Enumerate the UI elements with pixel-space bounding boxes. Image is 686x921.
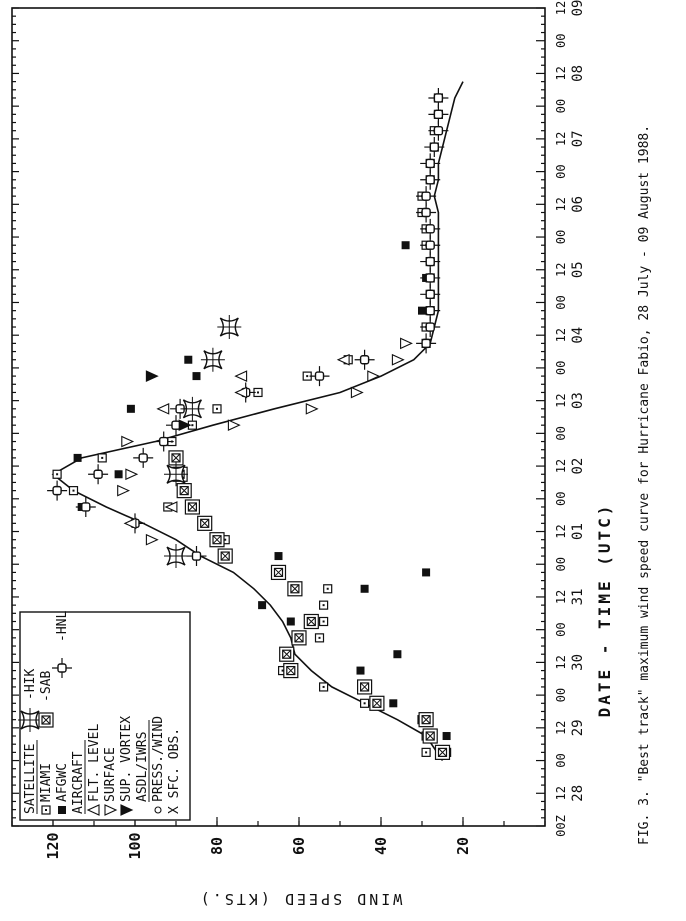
marker-hnl [426, 323, 434, 331]
legend-satellite-title: SATELLITE [23, 743, 38, 814]
y-axis-label: WIND SPEED (KTS.) [197, 890, 403, 908]
x-tick-label: 00 [554, 98, 568, 114]
x-tick-label: 00 [554, 164, 568, 179]
marker-afgwc [58, 806, 66, 814]
marker-flt-level [338, 355, 349, 365]
date-label: 02 [570, 457, 586, 475]
marker-hnl [434, 94, 442, 102]
x-tick-label: 12 [554, 786, 568, 801]
x-tick-label: 00 [554, 360, 568, 376]
marker-surface [146, 535, 157, 545]
marker-hnl [82, 503, 90, 511]
marker-miami-dot [319, 637, 321, 639]
x-tick-label: 12 [554, 589, 568, 605]
x-tick-label: 12 [554, 327, 568, 343]
legend-hik: -HIK [23, 668, 38, 700]
legend-flt-level: FLT. LEVEL [87, 723, 102, 802]
date-label: 04 [570, 326, 586, 344]
date-label: 05 [570, 261, 586, 279]
marker-afgwc [275, 552, 283, 560]
marker-hnl [426, 225, 434, 233]
marker-afgwc [74, 454, 82, 462]
marker-hnl [434, 127, 442, 135]
x-tick-label: 00 [554, 557, 568, 572]
chart-rotated-group [12, 0, 586, 860]
marker-afgwc [357, 667, 365, 675]
x-tick-label: 00 [554, 491, 568, 507]
legend-sfc-obs: X SFC. OBS. [167, 727, 182, 814]
legend-miami: MIAMI [39, 762, 54, 802]
y-tick-label: 40 [372, 836, 390, 856]
legend-press-wind-marker [155, 807, 161, 813]
x-tick-label: 12 [554, 393, 568, 408]
date-label: 30 [570, 653, 586, 671]
marker-afgwc [443, 732, 451, 740]
legend-asdl: ASDL/IWRS [135, 731, 150, 802]
marker-surface [228, 420, 239, 430]
marker-surface [401, 338, 412, 348]
marker-afgwc [361, 585, 369, 593]
marker-hnl [58, 664, 66, 672]
marker-miami-dot [257, 391, 259, 393]
date-label: 09 [570, 0, 586, 17]
marker-flt-level [125, 518, 136, 528]
marker-hnl [426, 274, 434, 282]
marker-miami-dot [425, 751, 427, 753]
legend-surface: SURFACE [103, 747, 118, 802]
date-label: 03 [570, 392, 586, 410]
marker-surface [122, 437, 133, 447]
x-tick-label: 00 [554, 229, 568, 245]
marker-hnl [422, 339, 430, 347]
marker-afgwc [258, 601, 266, 609]
marker-hnl [426, 258, 434, 266]
marker-miami-dot [323, 604, 325, 606]
marker-flt-level [158, 404, 169, 414]
marker-surface [118, 486, 129, 496]
y-tick-label: 80 [208, 836, 226, 856]
date-label: 07 [570, 130, 586, 148]
x-tick-label: 00 [554, 687, 568, 703]
x-tick-label: 00Z [554, 815, 568, 837]
marker-hnl [361, 356, 369, 364]
marker-afgwc [389, 699, 397, 707]
marker-hnl [426, 241, 434, 249]
figure-caption: FIG. 3. "Best track" maximum wind speed curve for Hurricane Fabio, 28 July - 09 August 1988. [637, 124, 652, 845]
marker-miami-dot [56, 473, 58, 475]
date-label: 01 [570, 523, 586, 540]
marker-hnl [422, 209, 430, 217]
marker-hnl [426, 159, 434, 167]
x-tick-label: 00 [554, 426, 568, 441]
y-tick-label: 20 [454, 836, 472, 856]
marker-hnl [434, 110, 442, 118]
legend-sab: -SAB [39, 670, 54, 702]
marker-afgwc [287, 618, 295, 626]
marker-sup-vortex [146, 371, 157, 381]
marker-hnl [160, 438, 168, 446]
marker-hnl [94, 470, 102, 478]
marker-miami-dot [306, 375, 308, 377]
marker-surface [306, 404, 317, 414]
marker-afgwc [115, 470, 123, 478]
x-tick-label: 00 [554, 622, 568, 637]
marker-miami-dot [323, 621, 325, 623]
y-tick-label: 60 [290, 836, 308, 856]
x-tick-label: 12 [554, 131, 568, 147]
marker-flt-level [236, 387, 247, 397]
marker-hnl [316, 372, 324, 380]
x-axis-label: DATE - TIME (UTC) [595, 502, 614, 718]
marker-hnl [422, 192, 430, 200]
marker-miami-dot [73, 490, 75, 492]
marker-surface [351, 387, 362, 397]
x-tick-label: 12 [554, 655, 568, 670]
marker-hnl [430, 143, 438, 151]
marker-miami-dot [101, 457, 103, 459]
legend-press-wind: PRESS./WIND [151, 715, 166, 802]
marker-hnl [53, 487, 61, 495]
x-tick-label: 12 [554, 458, 568, 474]
marker-hnl [193, 552, 201, 560]
y-tick-label: 120 [44, 832, 62, 860]
x-tick-label: 12 [554, 720, 568, 736]
marker-miami-dot [45, 809, 47, 811]
marker-hnl [139, 454, 147, 462]
x-tick-label: 00 [554, 753, 568, 768]
marker-hnl [426, 176, 434, 184]
legend-hnl: -HNL [55, 610, 70, 642]
marker-afgwc [393, 650, 401, 658]
marker-miami-dot [323, 686, 325, 688]
marker-afgwc [193, 372, 201, 380]
marker-surface [392, 355, 403, 365]
legend-sup-vortex: SUP. VORTEX [119, 715, 134, 802]
x-tick-label: 00 [554, 295, 568, 310]
marker-afgwc [184, 356, 192, 364]
chart-body [12, 0, 586, 860]
marker-miami-dot [364, 702, 366, 704]
marker-surface [126, 469, 137, 479]
marker-afgwc [422, 568, 430, 576]
date-label: 08 [570, 65, 586, 82]
date-label: 28 [570, 784, 586, 802]
date-label: 06 [570, 195, 586, 213]
date-label: 29 [570, 719, 586, 737]
marker-miami-dot [191, 424, 193, 426]
x-tick-label: 12 [554, 524, 568, 539]
marker-miami-dot [216, 408, 218, 410]
x-tick-label: 12 [554, 262, 568, 277]
y-tick-label: 100 [126, 832, 144, 860]
marker-hnl [426, 290, 434, 298]
legend-afgwc: AFGWC [55, 762, 70, 802]
marker-hnl [426, 307, 434, 315]
marker-flt-level [236, 371, 247, 381]
x-tick-label: 12 [554, 0, 568, 16]
x-tick-label: 12 [554, 66, 568, 81]
marker-afgwc [402, 241, 410, 249]
date-label: 31 [570, 588, 586, 606]
x-tick-label: 00 [554, 33, 568, 48]
marker-miami-dot [327, 588, 329, 590]
legend-aircraft-title: AIRCRAFT [71, 751, 86, 814]
marker-afgwc [127, 405, 135, 413]
x-tick-label: 12 [554, 197, 568, 212]
